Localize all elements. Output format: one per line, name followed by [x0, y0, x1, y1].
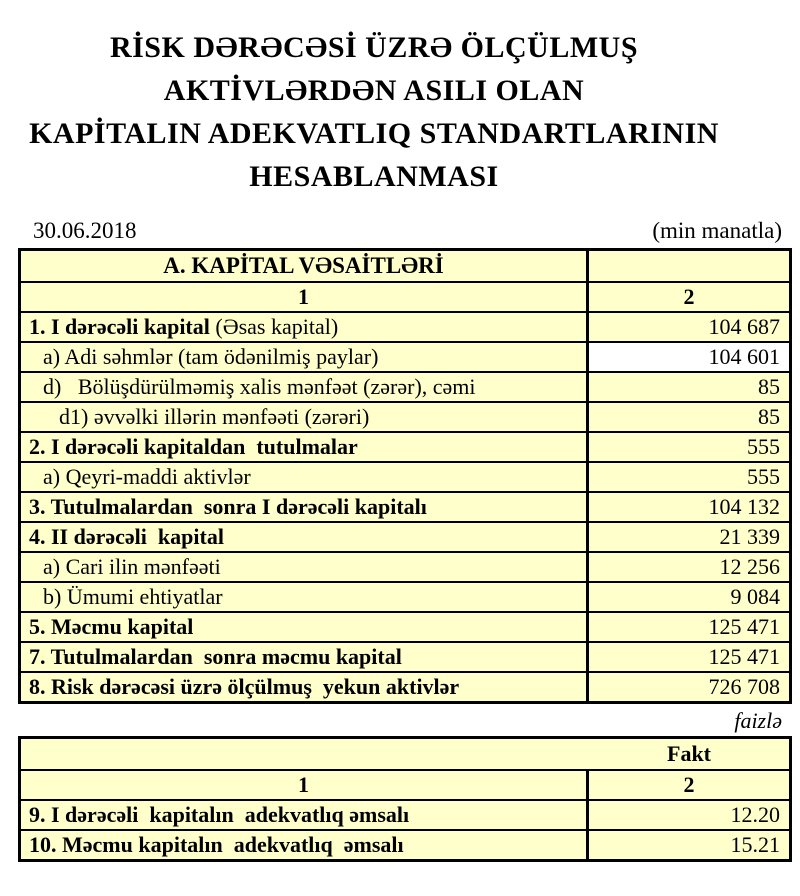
row-label: 5. Məcmu kapital — [29, 614, 194, 639]
row-value: 125 471 — [708, 614, 780, 639]
row-label: a) Qeyri-maddi aktivlər — [43, 464, 251, 489]
row-value: 555 — [747, 434, 780, 459]
row-label: 7. Tutulmalardan sonra məcmu kapital — [29, 644, 402, 669]
row-label: a) Adi səhmlər (tam ödənilmiş paylar) — [43, 344, 379, 369]
row-value: 104 132 — [708, 494, 780, 519]
table-row — [21, 641, 789, 671]
percent-note: faizlə — [734, 708, 782, 733]
row-value: 12 256 — [719, 554, 780, 579]
table-row — [21, 671, 789, 701]
row-value: 104 687 — [708, 314, 780, 339]
row-value: 125 471 — [708, 644, 780, 669]
row-label — [29, 314, 338, 340]
row-value: 15.21 — [730, 832, 780, 857]
row-label-bold: 1. I dərəcəli kapital — [29, 314, 210, 339]
column-number-2: 2 — [683, 284, 695, 309]
report-title — [0, 0, 748, 198]
row-label: 10. Məcmu kapitalın adekvatlıq əmsalı — [29, 832, 404, 857]
row-label: b) Ümumi ehtiyatlar — [43, 584, 223, 609]
report-title-line-2: AKTİVLƏRDƏN ASILI OLAN — [163, 74, 585, 107]
row-value: 85 — [758, 374, 780, 399]
report-title-line-4: HESABLANMASI — [249, 160, 499, 193]
table-row — [21, 491, 789, 521]
row-value: 555 — [747, 464, 780, 489]
table-row — [21, 341, 789, 371]
row-label: 9. I dərəcəli kapitalın adekvatlıq əmsalı — [29, 802, 410, 827]
capital-table — [18, 248, 792, 704]
row-label: 8. Risk dərəcəsi üzrə ölçülmuş yekun aktivlər — [29, 674, 460, 699]
row-label: a) Cari ilin mənfəəti — [43, 554, 221, 579]
row-value: 726 708 — [708, 674, 780, 699]
table-row — [21, 401, 789, 431]
table-row — [21, 581, 789, 611]
capital-table-column-number-row — [21, 281, 789, 311]
row-label: 2. I dərəcəli kapitaldan tutulmalar — [29, 434, 358, 459]
column-number-2: 2 — [683, 772, 695, 797]
row-label: d1) əvvəlki illərin mənfəəti (zərəri) — [59, 404, 370, 429]
row-value: 12.20 — [730, 802, 780, 827]
section-header-empty-cell — [589, 251, 789, 281]
row-label: d) Bölüşdürülməmiş xalis mənfəət (zərər), cəmi — [43, 374, 476, 399]
row-value: 9 084 — [730, 584, 780, 609]
report-title-line-3: KAPİTALIN ADEKVATLIQ STANDARTLARININ — [29, 117, 719, 150]
unit-note: (min manatla) — [652, 218, 782, 243]
meta-row — [33, 218, 782, 244]
table-row — [21, 799, 789, 829]
table-row — [21, 371, 789, 401]
table-row — [21, 431, 789, 461]
column-number-1: 1 — [298, 284, 309, 309]
ratio-table-fact-header-row — [21, 739, 789, 769]
table-row — [21, 311, 789, 341]
table-row — [21, 551, 789, 581]
row-label: 4. II dərəcəli kapital — [29, 524, 224, 549]
table-row — [21, 461, 789, 491]
fact-header-empty-cell — [21, 739, 589, 769]
capital-table-section-header-row — [21, 251, 789, 281]
ratio-table-column-number-row — [21, 769, 789, 799]
row-value: 21 339 — [719, 524, 780, 549]
ratio-table — [18, 736, 792, 862]
column-number-1: 1 — [298, 772, 309, 797]
report-date: 30.06.2018 — [33, 218, 137, 243]
row-label-rest: (Əsas kapital) — [209, 314, 339, 339]
row-label: 3. Tutulmalardan sonra I dərəcəli kapitalı — [29, 494, 427, 519]
report-title-line-1: RİSK DƏRƏCƏSİ ÜZRƏ ÖLÇÜLMUŞ — [109, 31, 639, 64]
row-value-highlighted: 104 601 — [708, 344, 780, 369]
row-value: 85 — [758, 404, 780, 429]
table-row — [21, 611, 789, 641]
section-header-label: A. KAPİTAL VƏSAİTLƏRİ — [163, 253, 444, 278]
table-row — [21, 829, 789, 859]
table-row — [21, 521, 789, 551]
fact-header-label: Fakt — [667, 741, 711, 766]
